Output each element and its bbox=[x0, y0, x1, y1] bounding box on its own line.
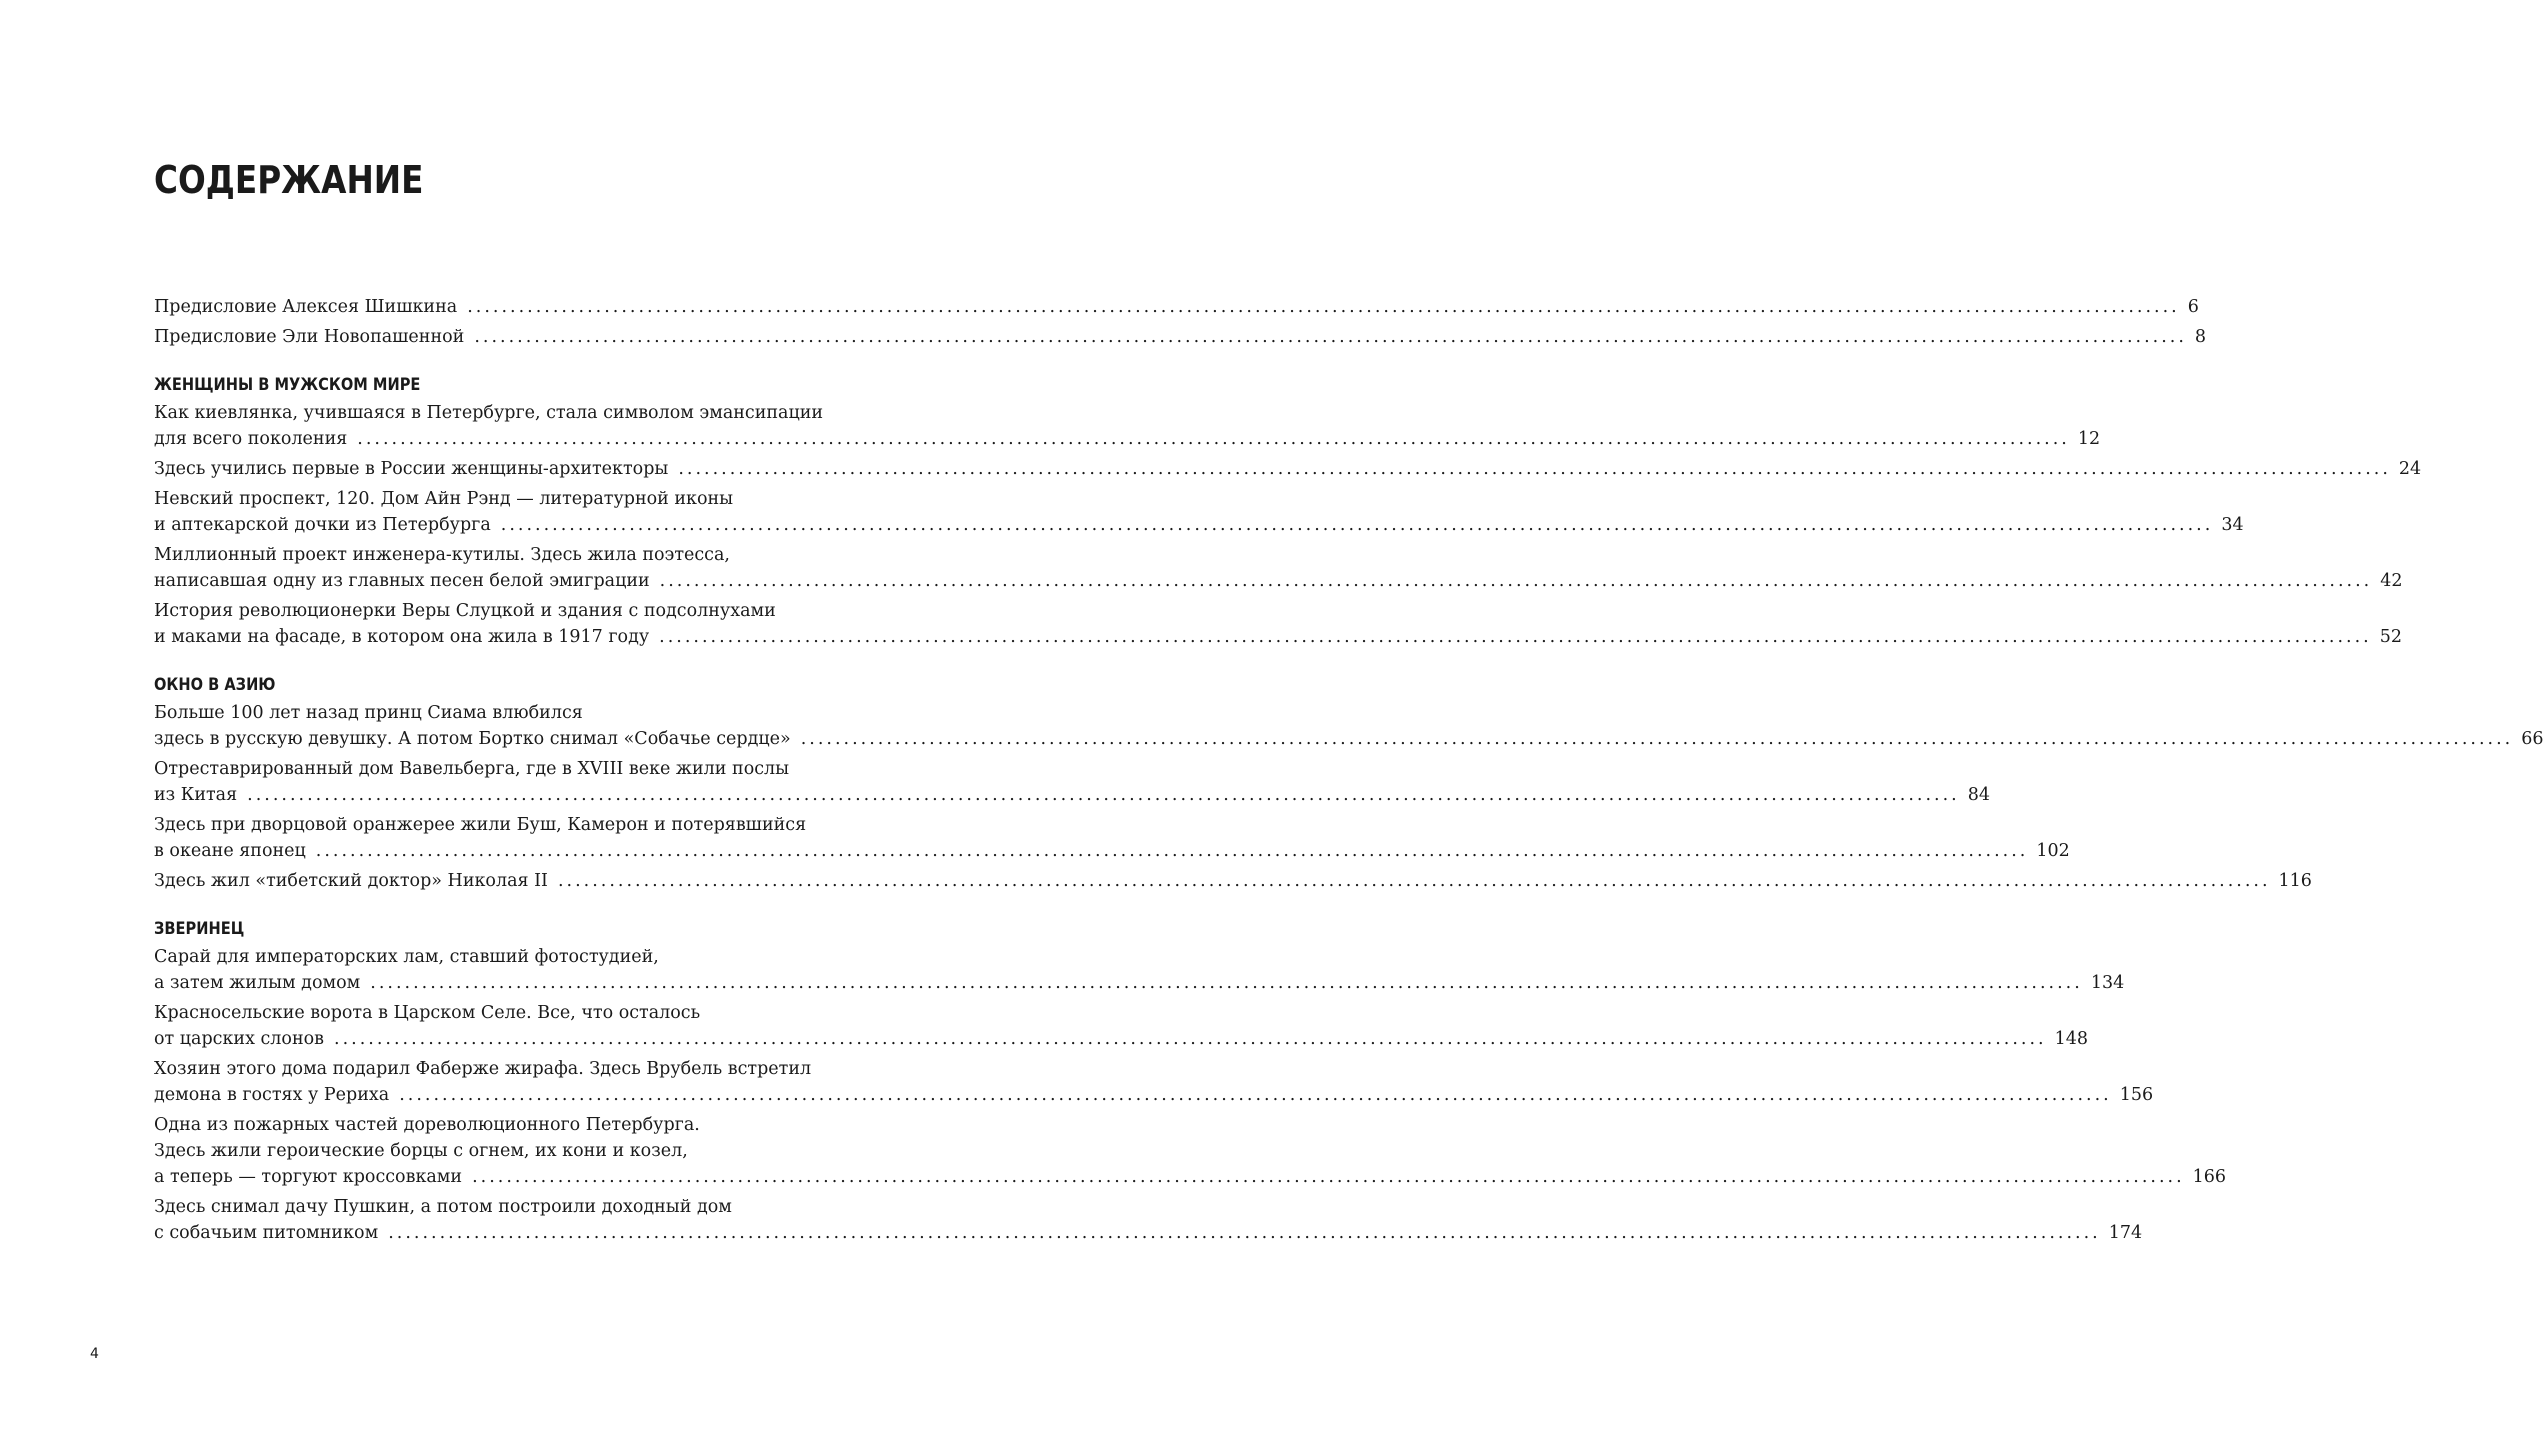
toc-entry-line: с собачьим питомником bbox=[154, 1223, 379, 1243]
toc-page-number: 6 bbox=[2187, 297, 2199, 317]
toc-entry-last-line bbox=[154, 324, 2207, 350]
dot-leader: ........................................................................................................................................................................................................ bbox=[800, 729, 2514, 749]
dot-leader: ........................................................................................................................................................................................................ bbox=[659, 627, 2372, 647]
toc-entry-line: Одна из пожарных частей дореволюционного Петербурга. bbox=[154, 1115, 700, 1135]
toc-page-number: 34 bbox=[2221, 515, 2244, 535]
toc-page-number: 66 bbox=[2521, 729, 2544, 749]
toc-entry-line: Здесь учились первые в России женщины-архитекторы bbox=[154, 459, 669, 479]
dot-leader: ........................................................................................................................................................................................................ bbox=[467, 297, 2180, 317]
toc-entry-line: Миллионный проект инженера-кутилы. Здесь жила поэтесса, bbox=[154, 545, 730, 565]
toc-entry[interactable] bbox=[154, 812, 2070, 864]
toc-page-number: 166 bbox=[2192, 1167, 2227, 1187]
toc-entry-line: Здесь жил «тибетский доктор» Николая II bbox=[154, 871, 548, 891]
toc-entry-line: Здесь при дворцовой оранжерее жили Буш, Камерон и потерявшийся bbox=[154, 815, 807, 835]
toc-entry-last-line bbox=[154, 512, 2244, 538]
toc-page-number: 84 bbox=[1967, 785, 1990, 805]
toc-entry-line: Сарай для императорских лам, ставший фотостудией, bbox=[154, 947, 659, 967]
toc-entry-line: а теперь — торгуют кроссовками bbox=[154, 1167, 463, 1187]
dot-leader: ........................................................................................................................................................................................................ bbox=[557, 871, 2271, 891]
toc-page-number: 134 bbox=[2090, 973, 2125, 993]
dot-leader: ........................................................................................................................................................................................................ bbox=[247, 785, 1960, 805]
toc-entry[interactable] bbox=[154, 868, 2312, 894]
toc-page-number: 12 bbox=[2077, 429, 2101, 449]
toc-entry-line: Здесь снимал дачу Пушкин, а потом построили доходный дом bbox=[154, 1197, 732, 1217]
toc-entry-last-line bbox=[154, 456, 2422, 482]
toc-entry-last-line bbox=[154, 1220, 2143, 1246]
toc-entry-line: для всего поколения bbox=[154, 429, 348, 449]
toc-entry[interactable] bbox=[154, 400, 2101, 452]
dot-leader: ........................................................................................................................................................................................................ bbox=[399, 1085, 2112, 1105]
toc-entry-last-line bbox=[154, 782, 1990, 808]
toc-entry[interactable] bbox=[154, 294, 2199, 320]
toc-entry-last-line bbox=[154, 294, 2199, 320]
intro-block bbox=[154, 294, 2207, 350]
dot-leader: ........................................................................................................................................................................................................ bbox=[500, 515, 2214, 535]
dot-leader: ........................................................................................................................................................................................................ bbox=[357, 429, 2070, 449]
toc-entry-line: История революционерки Веры Слуцкой и здания с подсолнухами bbox=[154, 601, 776, 621]
toc-entry-last-line bbox=[154, 426, 2101, 452]
dot-leader: ........................................................................................................................................................................................................ bbox=[474, 327, 2187, 347]
page-title: СОДЕРЖАНИЕ bbox=[154, 158, 424, 202]
toc-page-number: 8 bbox=[2194, 327, 2207, 347]
toc-entry-last-line bbox=[154, 838, 2070, 864]
toc-entry[interactable] bbox=[154, 1194, 2143, 1246]
toc-entry[interactable] bbox=[154, 324, 2207, 350]
section-title: ЗВЕРИНЕЦ bbox=[154, 919, 245, 939]
toc-entry[interactable] bbox=[154, 486, 2244, 538]
toc-entry-last-line bbox=[154, 726, 2544, 752]
dot-leader: ........................................................................................................................................................................................................ bbox=[678, 459, 2391, 479]
toc-entry-line: и маками на фасаде, в котором она жила в 1917 году bbox=[154, 627, 650, 647]
toc-entry-line: из Китая bbox=[154, 785, 238, 805]
dot-leader: ........................................................................................................................................................................................................ bbox=[315, 841, 2029, 861]
toc-entry-line: и аптекарской дочки из Петербурга bbox=[154, 515, 491, 535]
toc-entry-line: а затем жилым домом bbox=[154, 973, 361, 993]
toc-page-number: 42 bbox=[2380, 571, 2403, 591]
toc-entry[interactable] bbox=[154, 598, 2402, 650]
toc-entry[interactable] bbox=[154, 700, 2544, 752]
toc-entry-line: Предисловие Алексея Шишкина bbox=[154, 297, 458, 317]
toc-entry[interactable] bbox=[154, 944, 2125, 996]
toc-section bbox=[154, 372, 2422, 650]
toc-entry[interactable] bbox=[154, 1056, 2154, 1108]
dot-leader: ........................................................................................................................................................................................................ bbox=[370, 973, 2083, 993]
toc-entry-line: Хозяин этого дома подарил Фаберже жирафа. Здесь Врубель встретил bbox=[154, 1059, 812, 1079]
toc-entry-last-line bbox=[154, 624, 2402, 650]
toc-entry-last-line bbox=[154, 1164, 2227, 1190]
dot-leader: ........................................................................................................................................................................................................ bbox=[334, 1029, 2047, 1049]
page-number: 4 bbox=[90, 1346, 99, 1362]
toc-entry-last-line bbox=[154, 868, 2312, 894]
toc-entry-line: здесь в русскую девушку. А потом Бортко снимал «Собачье сердце» bbox=[154, 729, 791, 749]
toc-entry-line: от царских слонов bbox=[154, 1029, 325, 1049]
toc-page-number: 24 bbox=[2398, 459, 2422, 479]
toc-entry-line: написавшая одну из главных песен белой эмиграции bbox=[154, 571, 650, 591]
toc-entry-line: Невский проспект, 120. Дом Айн Рэнд — литературной иконы bbox=[154, 489, 734, 509]
toc-entry[interactable] bbox=[154, 756, 1990, 808]
toc-page-number: 102 bbox=[2036, 841, 2070, 861]
toc-entry-line: Предисловие Эли Новопашенной bbox=[154, 327, 465, 347]
dot-leader: ........................................................................................................................................................................................................ bbox=[472, 1167, 2185, 1187]
toc-page-number: 148 bbox=[2054, 1029, 2088, 1049]
toc-entry[interactable] bbox=[154, 456, 2422, 482]
toc-entry-line: в океане японец bbox=[154, 841, 306, 861]
toc-section bbox=[154, 672, 2544, 894]
toc-entry-line: Отреставрированный дом Вавельберга, где в XVIII веке жили послы bbox=[154, 759, 790, 779]
toc-entry-line: Как киевлянка, учившаяся в Петербурге, стала символом эмансипации bbox=[154, 403, 824, 423]
dot-leader: ........................................................................................................................................................................................................ bbox=[388, 1223, 2101, 1243]
toc-page-number: 156 bbox=[2119, 1085, 2154, 1105]
toc-entry-last-line bbox=[154, 1026, 2088, 1052]
toc-entry-line: Красносельские ворота в Царском Селе. Все, что осталось bbox=[154, 1003, 701, 1023]
toc-entry-last-line bbox=[154, 970, 2125, 996]
toc-entry[interactable] bbox=[154, 1112, 2227, 1190]
toc-page-number: 174 bbox=[2108, 1223, 2143, 1243]
table-of-contents bbox=[154, 294, 2544, 1268]
section-title: ОКНО В АЗИЮ bbox=[154, 675, 276, 695]
section-title: ЖЕНЩИНЫ В МУЖСКОМ МИРЕ bbox=[154, 375, 421, 395]
toc-entry-line: Здесь жили героические борцы с огнем, их кони и козел, bbox=[154, 1141, 688, 1161]
sections-container bbox=[154, 372, 2544, 1246]
toc-entry-line: Больше 100 лет назад принц Сиама влюбился bbox=[154, 703, 583, 723]
toc-entry[interactable] bbox=[154, 542, 2403, 594]
dot-leader: ........................................................................................................................................................................................................ bbox=[659, 571, 2373, 591]
toc-page-number: 52 bbox=[2379, 627, 2402, 647]
toc-entry[interactable] bbox=[154, 1000, 2088, 1052]
toc-entry-line: демона в гостях у Рериха bbox=[154, 1085, 390, 1105]
toc-section bbox=[154, 916, 2227, 1246]
toc-page-number: 116 bbox=[2278, 871, 2312, 891]
toc-entry-last-line bbox=[154, 568, 2403, 594]
toc-entry-last-line bbox=[154, 1082, 2154, 1108]
